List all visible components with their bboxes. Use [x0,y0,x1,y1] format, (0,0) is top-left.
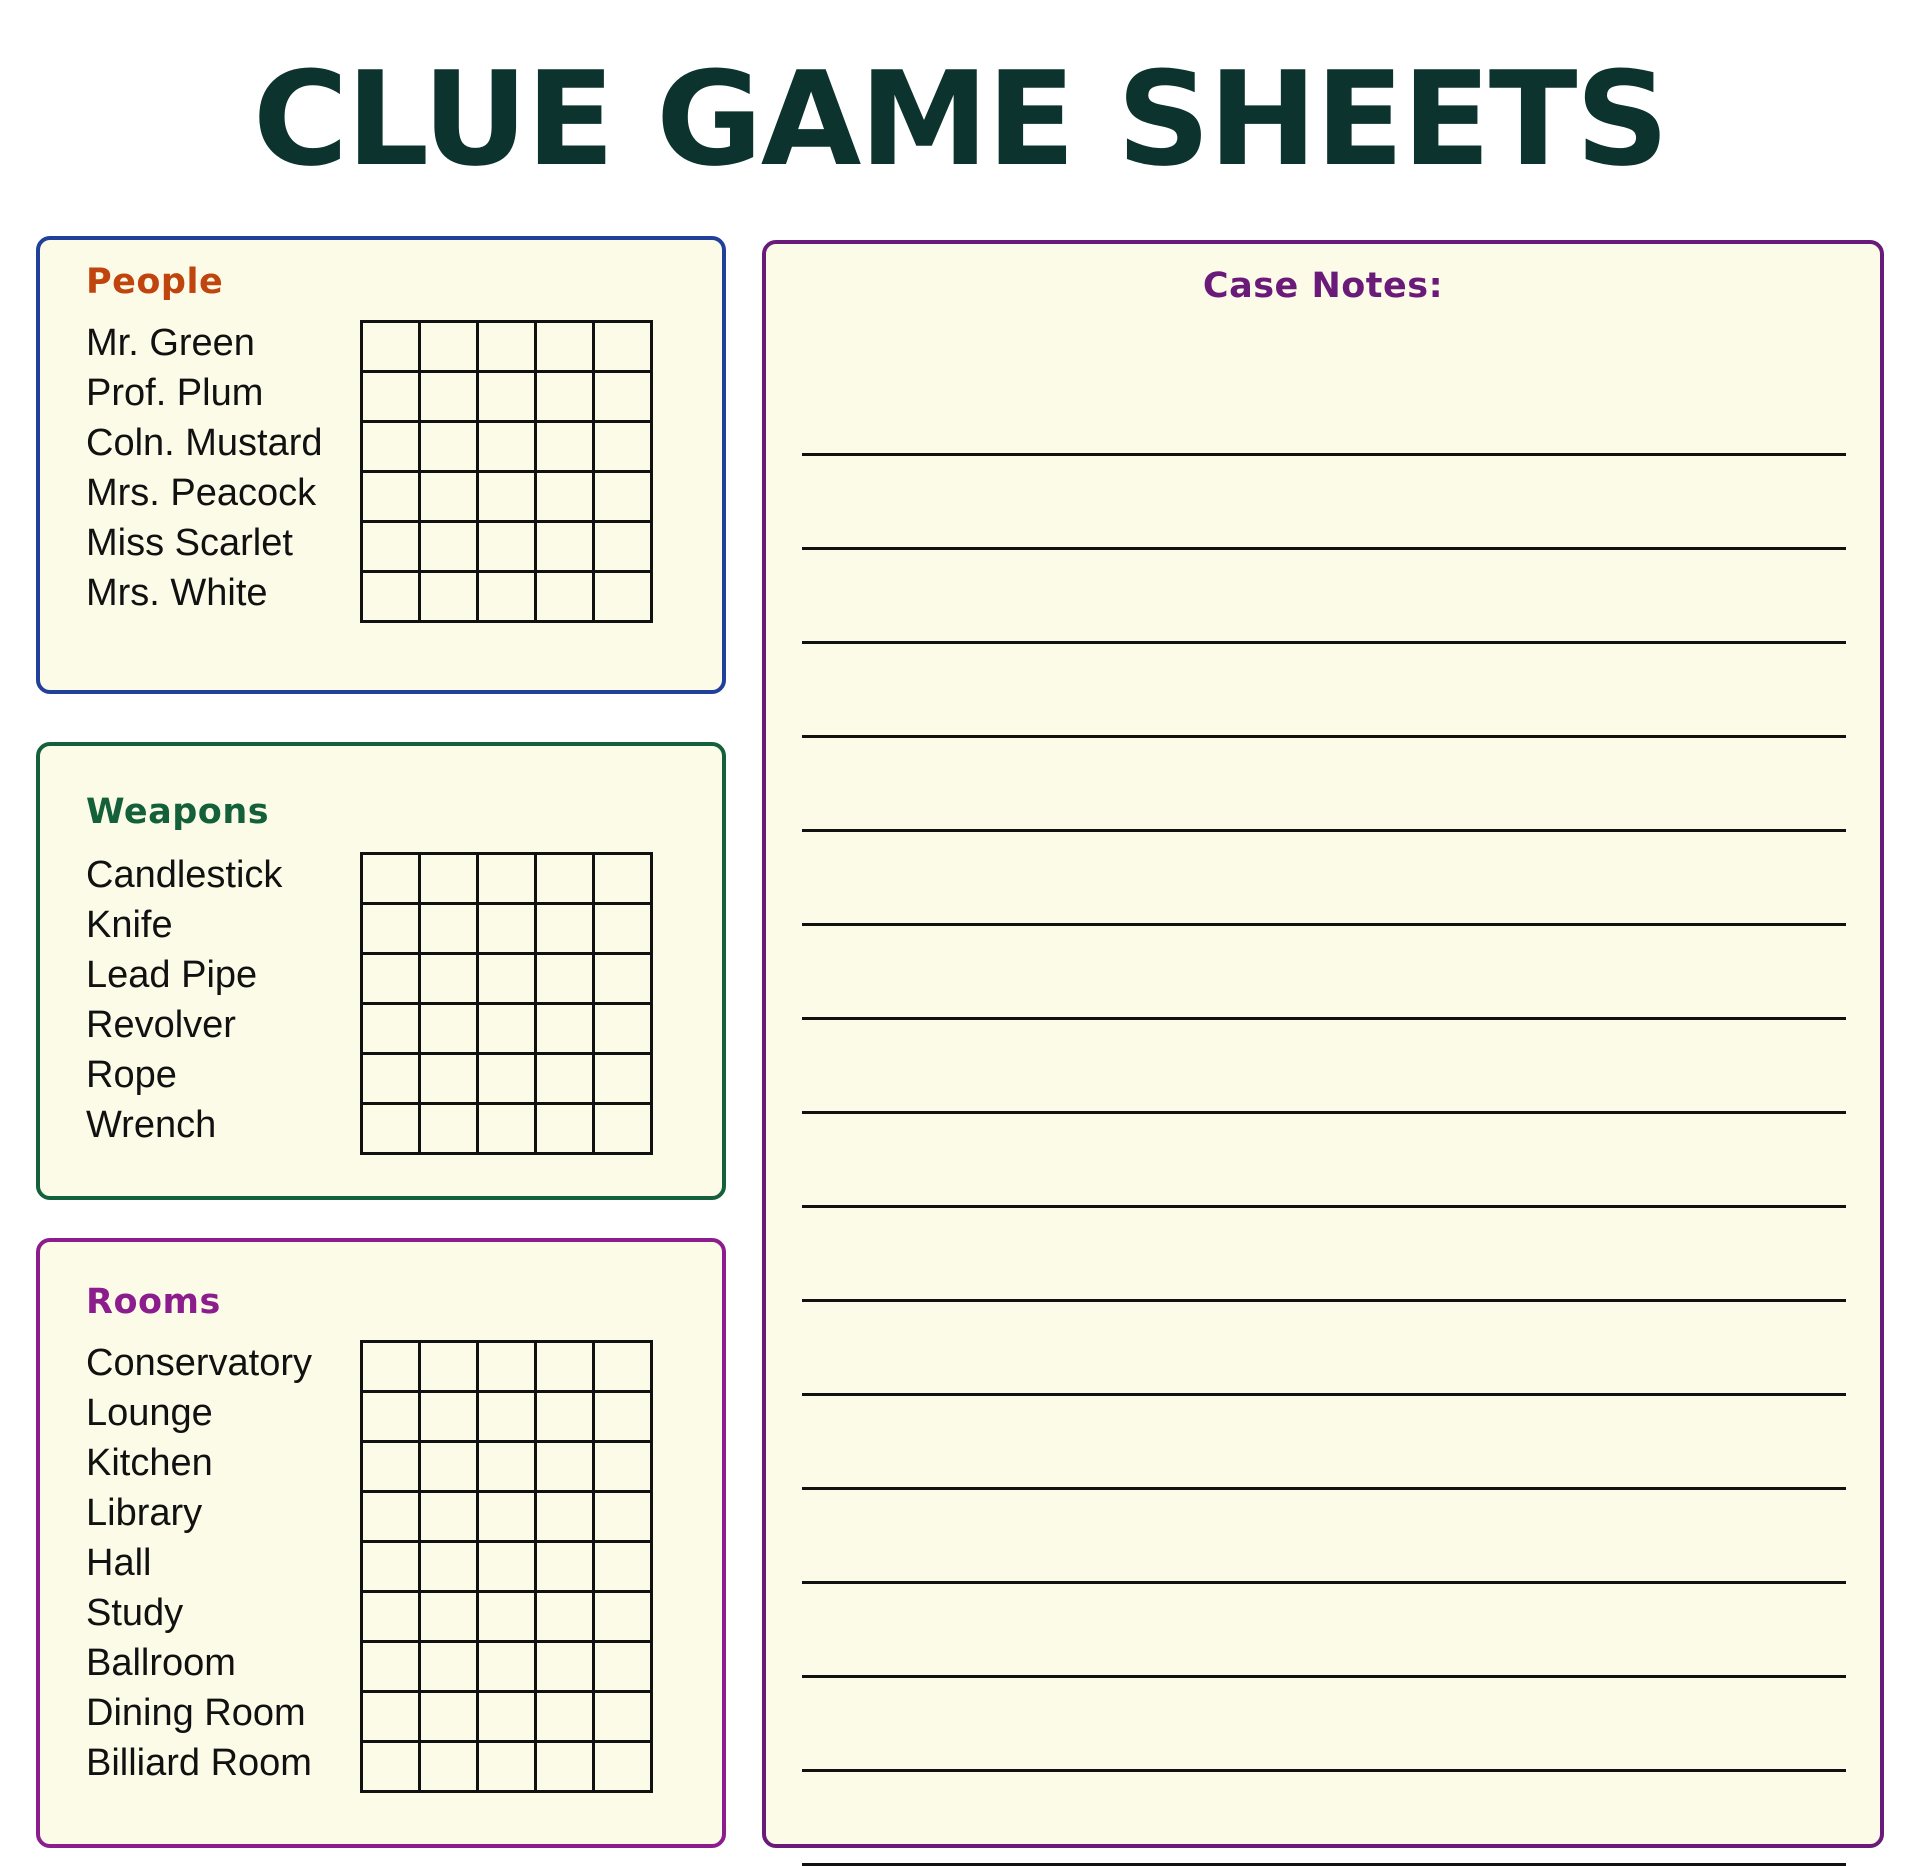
grid-cell[interactable] [595,1343,653,1393]
grid-cell[interactable] [595,1593,653,1643]
grid-cell[interactable] [595,1743,653,1793]
grid-cell[interactable] [537,423,595,473]
grid-cell[interactable] [537,1493,595,1543]
grid-cell[interactable] [479,523,537,573]
grid-cell[interactable] [479,1055,537,1105]
list-item: Candlestick [86,854,283,896]
grid-cell[interactable] [479,1443,537,1493]
weapons-list [86,850,282,1150]
people-list [86,318,323,618]
grid-cell[interactable] [537,905,595,955]
note-line[interactable] [802,926,1846,1020]
grid-cell[interactable] [537,1055,595,1105]
case-notes-heading: Case Notes: [1202,266,1444,306]
grid-cell[interactable] [537,1343,595,1393]
list-item: Conservatory [86,1342,312,1384]
grid-cell[interactable] [421,1493,479,1543]
list-item: Miss Scarlet [86,522,293,564]
grid-cell[interactable] [363,1393,421,1443]
list-item: Wrench [86,1104,217,1146]
list-item: Mrs. Peacock [86,472,317,514]
rooms-list [86,1338,312,1788]
rooms-panel [36,1238,726,1848]
grid-cell[interactable] [421,573,479,623]
grid-cell[interactable] [363,905,421,955]
grid-cell[interactable] [363,323,421,373]
grid-cell[interactable] [363,423,421,473]
list-item: Mr. Green [86,322,255,364]
grid-cell[interactable] [479,1743,537,1793]
grid-cell[interactable] [421,1105,479,1155]
note-line[interactable] [802,456,1846,550]
grid-cell[interactable] [595,1643,653,1693]
people-heading: People [86,262,224,302]
grid-cell[interactable] [421,373,479,423]
page-title: CLUE GAME SHEETS [252,43,1668,195]
grid-cell[interactable] [595,523,653,573]
grid-cell[interactable] [537,1643,595,1693]
grid-cell[interactable] [479,1593,537,1643]
grid-cell[interactable] [421,1443,479,1493]
grid-cell[interactable] [363,1443,421,1493]
rooms-checkbox-grid[interactable] [360,1340,653,1793]
grid-cell[interactable] [537,1393,595,1443]
grid-cell[interactable] [537,1105,595,1155]
note-line[interactable] [802,832,1846,926]
grid-cell[interactable] [479,1005,537,1055]
grid-cell[interactable] [421,955,479,1005]
grid-cell[interactable] [595,423,653,473]
case-notes-panel [762,240,1884,1848]
list-item: Rope [86,1054,177,1096]
people-panel [36,236,726,694]
grid-cell[interactable] [595,1443,653,1493]
grid-cell[interactable] [363,1743,421,1793]
grid-cell[interactable] [537,1743,595,1793]
grid-cell[interactable] [479,323,537,373]
list-item: Dining Room [86,1692,306,1734]
grid-cell[interactable] [595,955,653,1005]
grid-cell[interactable] [537,1593,595,1643]
grid-cell[interactable] [421,523,479,573]
weapons-checkbox-grid[interactable] [360,852,653,1155]
grid-cell[interactable] [479,905,537,955]
grid-cell[interactable] [595,1005,653,1055]
grid-cell[interactable] [537,523,595,573]
weapons-heading: Weapons [86,792,270,832]
grid-cell[interactable] [421,905,479,955]
grid-cell[interactable] [363,1593,421,1643]
grid-cell[interactable] [363,1005,421,1055]
grid-cell[interactable] [537,1693,595,1743]
note-line[interactable] [802,1772,1846,1866]
grid-cell[interactable] [595,323,653,373]
grid-cell[interactable] [363,855,421,905]
grid-cell[interactable] [421,473,479,523]
case-notes-lines[interactable] [802,362,1846,1866]
list-item: Knife [86,904,173,946]
list-item: Study [86,1592,184,1634]
note-line[interactable] [802,1490,1846,1584]
note-line[interactable] [802,1584,1846,1678]
grid-cell[interactable] [421,1643,479,1693]
grid-cell[interactable] [421,1005,479,1055]
grid-cell[interactable] [479,473,537,523]
note-line[interactable] [802,550,1846,644]
grid-cell[interactable] [421,855,479,905]
grid-cell[interactable] [421,1393,479,1443]
grid-cell[interactable] [479,1105,537,1155]
grid-cell[interactable] [421,1693,479,1743]
grid-cell[interactable] [595,905,653,955]
grid-cell[interactable] [537,1443,595,1493]
list-item: Coln. Mustard [86,422,323,464]
grid-cell[interactable] [363,1693,421,1743]
list-item: Lead Pipe [86,954,258,996]
grid-cell[interactable] [479,955,537,1005]
list-item: Lounge [86,1392,213,1434]
grid-cell[interactable] [595,473,653,523]
list-item: Hall [86,1542,152,1584]
grid-cell[interactable] [363,1343,421,1393]
grid-cell[interactable] [363,1543,421,1593]
grid-cell[interactable] [421,323,479,373]
grid-cell[interactable] [479,1543,537,1593]
grid-cell[interactable] [595,1693,653,1743]
grid-cell[interactable] [537,1543,595,1593]
grid-cell[interactable] [595,1493,653,1543]
list-item: Billiard Room [86,1742,312,1784]
grid-cell[interactable] [421,1593,479,1643]
grid-cell[interactable] [537,473,595,523]
grid-cell[interactable] [595,573,653,623]
grid-cell[interactable] [363,1493,421,1543]
grid-cell[interactable] [421,1343,479,1393]
note-line[interactable] [802,1678,1846,1772]
grid-cell[interactable] [421,1743,479,1793]
weapons-panel [36,742,726,1200]
grid-cell[interactable] [595,855,653,905]
grid-cell[interactable] [479,1393,537,1443]
grid-cell[interactable] [363,1105,421,1155]
grid-cell[interactable] [363,373,421,423]
grid-cell[interactable] [537,855,595,905]
grid-cell[interactable] [595,1055,653,1105]
grid-cell[interactable] [363,1055,421,1105]
note-line[interactable] [802,738,1846,832]
list-item: Kitchen [86,1442,213,1484]
grid-cell[interactable] [479,573,537,623]
grid-cell[interactable] [479,423,537,473]
list-item: Library [86,1492,203,1534]
grid-cell[interactable] [537,955,595,1005]
grid-cell[interactable] [363,1643,421,1693]
rooms-heading: Rooms [86,1282,221,1322]
grid-cell[interactable] [537,323,595,373]
grid-cell[interactable] [537,1005,595,1055]
note-line[interactable] [802,1208,1846,1302]
list-item: Mrs. White [86,572,268,614]
grid-cell[interactable] [421,1055,479,1105]
note-line[interactable] [802,1114,1846,1208]
grid-cell[interactable] [363,573,421,623]
grid-cell[interactable] [537,573,595,623]
grid-cell[interactable] [595,373,653,423]
grid-cell[interactable] [421,1543,479,1593]
note-line[interactable] [802,362,1846,456]
grid-cell[interactable] [537,373,595,423]
grid-cell[interactable] [479,1343,537,1393]
grid-cell[interactable] [363,523,421,573]
list-item: Prof. Plum [86,372,264,414]
list-item: Ballroom [86,1642,236,1684]
grid-cell[interactable] [479,1693,537,1743]
grid-cell[interactable] [595,1543,653,1593]
people-checkbox-grid[interactable] [360,320,653,623]
grid-cell[interactable] [421,423,479,473]
grid-cell[interactable] [595,1105,653,1155]
grid-cell[interactable] [479,1493,537,1543]
grid-cell[interactable] [595,1393,653,1443]
grid-cell[interactable] [363,955,421,1005]
note-line[interactable] [802,1020,1846,1114]
grid-cell[interactable] [363,473,421,523]
list-item: Revolver [86,1004,236,1046]
note-line[interactable] [802,1396,1846,1490]
grid-cell[interactable] [479,373,537,423]
grid-cell[interactable] [479,855,537,905]
note-line[interactable] [802,644,1846,738]
note-line[interactable] [802,1302,1846,1396]
grid-cell[interactable] [479,1643,537,1693]
